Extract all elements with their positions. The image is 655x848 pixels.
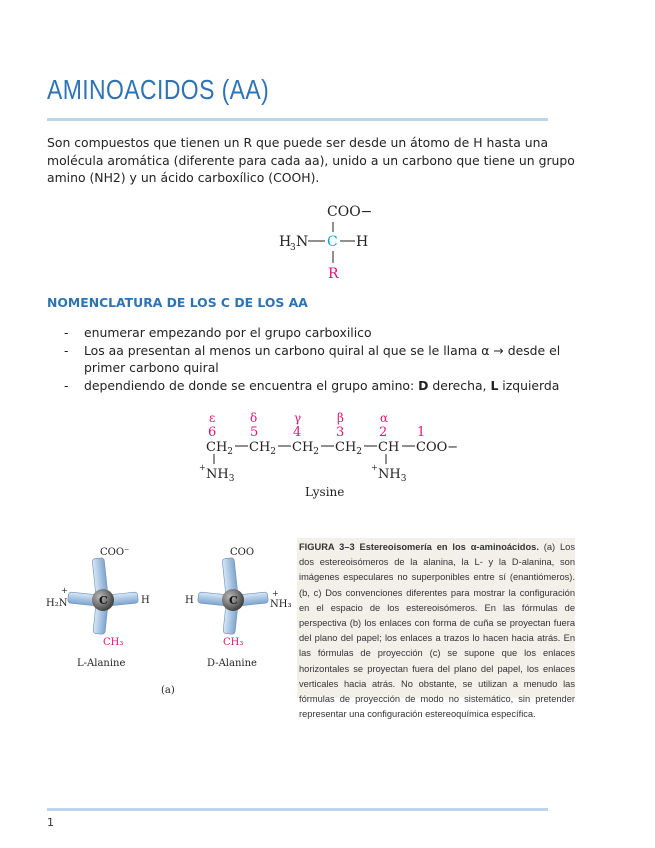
- carboxylate-label: COO−: [327, 204, 373, 220]
- r-group: R: [328, 266, 339, 282]
- greek-gamma: γ: [294, 411, 302, 425]
- amine-n: N: [296, 234, 309, 250]
- l-carbon-label: C: [99, 594, 108, 607]
- d-amine-plus: +: [272, 589, 279, 598]
- amino-acid-structure: [270, 196, 390, 284]
- plus-epsilon: +: [199, 463, 206, 472]
- figure-caption: [297, 538, 575, 720]
- d-alanine-label: D-Alanine: [207, 658, 257, 669]
- amine-sub: 3: [290, 243, 296, 253]
- l-amine-plus: +: [61, 586, 68, 595]
- figure-label: FIGURA 3–3 Estereoisomería en los α-aminoácidos.: [299, 542, 539, 552]
- l-carboxylate: COO⁻: [100, 547, 130, 558]
- carbon-number-2: 2: [379, 425, 388, 440]
- list-item: - dependiendo de donde se encuentra el grupo amino: D derecha, L izquierda: [64, 377, 560, 393]
- l-alanine-model: [46, 547, 150, 669]
- d-amine: NH₃: [270, 599, 292, 610]
- carbon-number-3: 3: [336, 425, 345, 440]
- lysine-structure: [195, 408, 475, 508]
- intro-paragraph: Son compuestos que tienen un R que puede ser desde un átomo de H hasta una molécula aromática (diferente para cada aa), unido a un carbono que tiene un grupo amino (NH2) y un ácido carboxílico (COOH).: [47, 135, 575, 185]
- plus-alpha: +: [371, 463, 378, 472]
- nomenclature-list: [64, 324, 604, 394]
- amine-h: H: [279, 234, 292, 250]
- list-item: - enumerar empezando por el grupo carboxilico: [64, 325, 372, 340]
- d-methyl: CH₃: [223, 637, 244, 648]
- carbon-number-4: 4: [293, 425, 302, 440]
- carbon-number-6: 6: [208, 425, 217, 440]
- l-alanine-label: L-Alanine: [77, 658, 126, 669]
- greek-epsilon: ε: [209, 411, 216, 425]
- l-amine: H₂N: [46, 598, 68, 609]
- page-number: 1: [47, 816, 54, 829]
- ch-alpha: CH: [378, 440, 400, 455]
- d-hydrogen: H: [185, 595, 194, 606]
- d-carbon-label: C: [229, 594, 238, 607]
- carboxylate: COO−: [416, 440, 459, 455]
- page-title: AMINOACIDOS (AA): [47, 74, 270, 105]
- l-hydrogen: H: [141, 595, 150, 606]
- hydrogen-label: H: [356, 234, 369, 250]
- carbon-number-1: 1: [417, 425, 426, 440]
- nh3-alpha: $NH_3$: [378, 467, 407, 484]
- ch2-4: $CH_2$: [292, 440, 320, 457]
- ch2-3: $CH_2$: [335, 440, 363, 457]
- l-methyl: CH₃: [103, 637, 124, 648]
- d-carboxylate: COO: [230, 547, 255, 558]
- nh3-epsilon: $NH_3$: [206, 467, 235, 484]
- lysine-label: Lysine: [305, 485, 345, 499]
- alpha-carbon: C: [327, 234, 338, 250]
- greek-delta: δ: [250, 411, 258, 425]
- d-alanine-model: [185, 547, 291, 669]
- list-item: - Los aa presentan al menos un carbono quiral al que se le llama α → desde el primer carbono quiral: [64, 342, 561, 375]
- carbon-number-5: 5: [250, 425, 259, 440]
- alanine-stereoisomers-figure: [40, 540, 295, 700]
- footer-rule: [47, 808, 548, 811]
- greek-alpha: α: [380, 411, 389, 425]
- ch2-5: $CH_2$: [249, 440, 277, 457]
- section-heading: NOMENCLATURA DE LOS C DE LOS AA: [47, 295, 308, 310]
- title-underline: [47, 118, 548, 121]
- figure-text: (a) Los dos estereoisómeros de la alanina, la L- y la D-alanina, son imágenes especulares no superponibles entre sí (enantiómeros). (b, c) Dos convenciones diferentes para mostrar la configuración en el espacio de los estereoisómeros. En las fórmulas de perspectiva (b) los enlaces con forma de cuña se proyectan fuera del plano del papel; los enlaces a trazos lo hacen hacia atrás. En las fórmulas de proyección (c) se supone que los enlaces horizontales se proyectan fuera del plano del papel, los enlaces verticales hacia atrás. No obstante, se utilizan a menudo las fórmulas de proyección de modo no sistemático, sin pretender representar una configuración estereoquímica específica.: [299, 542, 575, 720]
- ch2-6: $CH_2$: [206, 440, 234, 457]
- panel-label: (a): [161, 685, 175, 696]
- greek-beta: β: [337, 411, 344, 425]
